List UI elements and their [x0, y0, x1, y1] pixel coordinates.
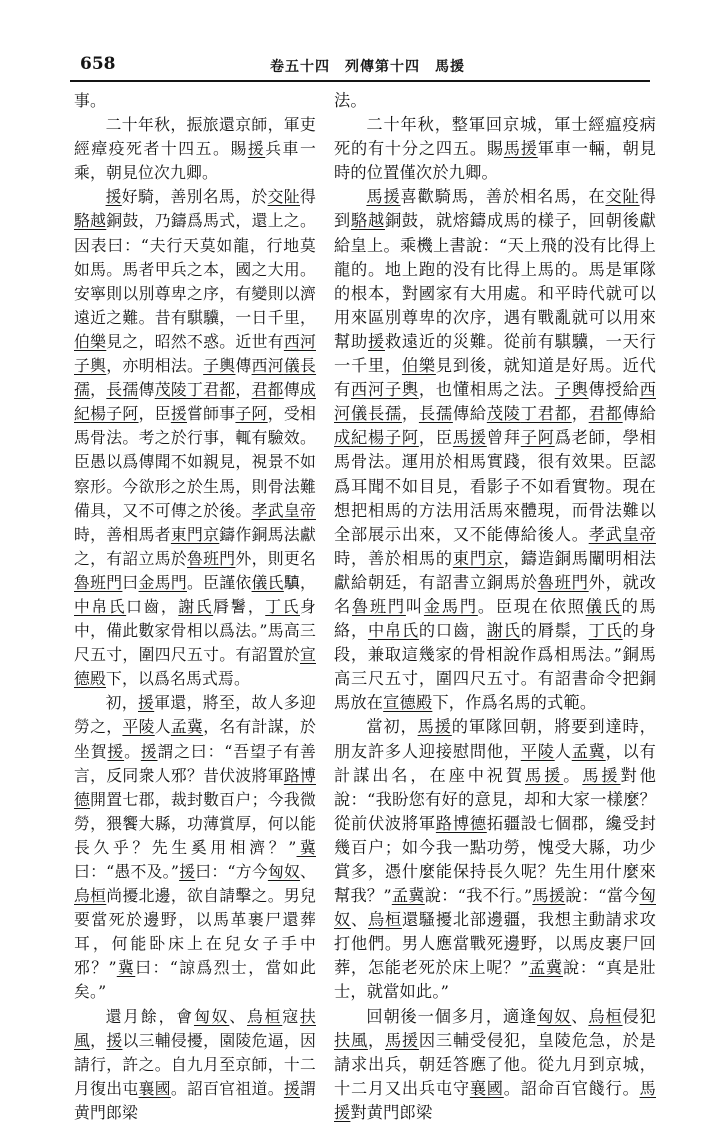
proper-name: 楊子阿 — [367, 428, 419, 448]
proper-name: 援 — [170, 404, 187, 424]
proper-name: 儀長孺 — [350, 404, 402, 424]
proper-name: 援 — [105, 187, 122, 207]
classical-paragraph: 還月餘，會匈奴、烏桓寇扶風，援以三輔侵擾，園陵危逼，因請行，許之。自九月至京師，十二月復出屯襄國。詔百官祖道。援謂黄門郎梁 — [74, 1006, 317, 1122]
proper-name: 伯樂 — [74, 331, 107, 351]
modern-translation-column — [334, 89, 657, 1122]
proper-name: 子輿 — [74, 356, 107, 376]
proper-name: 長孺 — [106, 380, 139, 400]
classical-paragraph: 援好騎，善別名馬，於交阯得駱越銅鼓，乃鑄爲馬式，還上之。因表曰：“夫行天莫如龍，行地莫如馬。馬者甲兵之本，國之大用。安寧則以別尊卑之序，有變則以濟遠近之難。昔有騏驥，一日千里，伯樂見之，昭然不惑。近世有西河子輿，亦明相法。子輿傳西河儀長孺，長孺傳茂陵丁君都，君都傳成紀楊子阿，臣援嘗師事子阿，受相馬骨法。考之於行事，輒有驗效。臣愚以爲傳聞不如親見，視景不如察形。今欲形之於生馬，則骨法難備具，又不可傳之於後。孝武皇帝時，善相馬者東門京鑄作銅馬法獻之，有詔立馬於魯班門外，則更名魯班門曰金馬門。臣謹依儀氏𩥄，中帛氏口齒，謝氏脣鬐，丁氏身中，備此數家骨相以爲法。”馬高三尺五寸，圍四尺五寸。有詔置於宣德殿下，以爲名馬式焉。 — [74, 187, 317, 689]
proper-name: 援 — [283, 1078, 301, 1098]
proper-name: 援 — [367, 331, 385, 351]
proper-name: 路博德 — [74, 765, 316, 809]
proper-name: 扶風 — [74, 1006, 316, 1050]
proper-name: 交阯 — [267, 187, 300, 207]
proper-name: 馬援 — [452, 428, 487, 448]
proper-name: 宣德殿 — [74, 645, 316, 689]
proper-name: 烏桓 — [367, 910, 402, 930]
proper-name: 子阿 — [520, 428, 555, 448]
proper-name: 馬援 — [334, 1078, 657, 1122]
proper-name: 長孺 — [418, 404, 453, 424]
proper-name: 馬援 — [503, 139, 538, 159]
proper-name: 儀長孺 — [74, 356, 317, 400]
translation-paragraph: 二十年秋，整軍回京城，軍士經瘟疫病死的有十分之四五。賜馬援軍車一輛，朝見時的位置僅次於九卿。 — [334, 115, 657, 183]
proper-name: 伯樂 — [401, 356, 436, 376]
proper-name: 西河 — [350, 380, 385, 400]
translation-paragraph: 法。 — [334, 91, 367, 110]
proper-name: 丁氏 — [588, 621, 623, 641]
classical-text-column — [74, 89, 317, 1122]
proper-name: 援 — [140, 741, 158, 761]
proper-name: 援 — [106, 1030, 123, 1050]
proper-name: 中帛氏 — [74, 596, 127, 616]
proper-name: 平陵 — [520, 741, 555, 761]
proper-name: 君都 — [251, 380, 284, 400]
proper-name: 扶風 — [334, 1030, 368, 1050]
classical-paragraph: 二十年秋，振旅還京師，軍吏經瘴疫死者十四五。賜援兵車一乘，朝見位次九卿。 — [74, 115, 316, 183]
proper-name: 儀氏 — [585, 596, 622, 616]
proper-name: 丁君都 — [520, 404, 572, 424]
proper-name: 匈奴 — [267, 862, 301, 881]
proper-name: 匈奴 — [334, 886, 656, 930]
proper-name: 冀 — [296, 837, 316, 857]
translation-paragraph: 回朝後一個多月，適逢匈奴、烏桓侵犯扶風，馬援因三輔受侵犯，皇陵危急，於是請求出兵，朝廷答應了他。從九月到京城，十二月又出兵屯守襄國。詔命百官餞行。馬援對黄門郎梁 — [334, 1006, 657, 1122]
proper-name: 西河 — [251, 356, 284, 376]
proper-name: 冀 — [116, 958, 136, 978]
proper-name: 丁氏 — [265, 596, 300, 616]
proper-name: 子輿 — [384, 380, 419, 400]
proper-name: 魯班門 — [537, 572, 589, 592]
proper-name: 西河 — [334, 380, 656, 424]
proper-name: 援 — [247, 139, 266, 159]
proper-name: 匈奴 — [193, 1006, 230, 1026]
proper-name: 東門京 — [170, 524, 220, 544]
proper-name: 馬援 — [532, 886, 566, 906]
proper-name: 魯班門 — [187, 548, 236, 568]
proper-name: 孝武皇帝 — [588, 524, 656, 544]
proper-name: 援 — [138, 693, 155, 713]
proper-name: 儀氏 — [251, 572, 284, 592]
proper-name: 西河 — [283, 331, 316, 351]
proper-name: 茂陵 — [154, 380, 187, 400]
proper-name: 君都 — [588, 404, 623, 424]
proper-name: 馬援 — [366, 187, 401, 207]
classical-paragraph: 事。 — [74, 91, 106, 110]
proper-name: 援 — [179, 862, 196, 881]
proper-name: 援 — [107, 741, 125, 761]
page-number: 658 — [80, 54, 116, 74]
proper-name: 路博德 — [435, 813, 487, 833]
proper-name: 孟冀 — [528, 958, 563, 978]
proper-name: 丁君都 — [186, 380, 236, 400]
proper-name: 魯班門 — [74, 572, 123, 592]
proper-name: 匈奴 — [537, 1006, 572, 1026]
proper-name: 交阯 — [605, 187, 640, 207]
proper-name: 襄國 — [138, 1078, 171, 1098]
running-header: 卷五十四 列傳第十四 馬援 — [270, 59, 465, 75]
proper-name: 孟冀 — [391, 886, 425, 906]
translation-paragraph: 當初，馬援的軍隊回朝，將要到達時，朋友許多人迎接慰問他，平陵人孟冀，以有計謀出名，在座中祝賀馬援。馬援對他說：“我盼您有好的意見，却和大家一樣麼？從前伏波將軍路博德拓疆設七個郡，纔受封幾百户；如今我一點功勞，愧受大縣，功少賞多，憑什麼能保持長久呢？先生用什麼來幫我？”孟冀說：“我不行。”馬援說：“當今匈奴、烏桓還騷擾北部邊疆，我想主動請求攻打他們。男人應當戰死邊野，以馬皮裹尸回葬，怎能老死於床上呢？”孟冀說：“真是壯士，就當如此。” — [334, 717, 657, 1002]
proper-name: 平陵 — [122, 717, 155, 737]
proper-name: 烏桓 — [246, 1006, 283, 1026]
proper-name: 駱越 — [74, 211, 107, 231]
proper-name: 馬援 — [582, 765, 621, 785]
proper-name: 東門京 — [452, 548, 504, 568]
proper-name: 宣德殿 — [383, 693, 433, 713]
header-rule — [70, 80, 650, 82]
proper-name: 孝武皇帝 — [251, 500, 316, 520]
translation-paragraph: 馬援喜歡騎馬，善於相名馬，在交阯得到駱越銅鼓，就熔鑄成馬的樣子，回朝後獻給皇上。乘機上書說：“天上飛的没有比得上龍的。地上跑的没有比得上馬的。馬是軍隊的根本，對國家有大用處。和平時代就可以用來區別尊卑的次序，遇有戰亂就可以用來幫助援救遠近的災難。從前有騏驥，一天行一千里，伯樂見到後，就知道是好馬。近代有西河子輿，也懂相馬之法。子輿傳授給西河儀長孺，長孺傳給茂陵丁君都，君都傳給成紀楊子阿，臣馬援曾拜子阿爲老師，學相馬骨法。運用於相馬實踐，很有效果。臣認爲耳聞不如目見，看影子不如看實物。現在想把相馬的方法用活馬來體現，而骨法難以全部展示出來，又不能傳給後人。孝武皇帝時，善於相馬的東門京，鑄造銅馬闡明相法獻給朝廷，有詔書立銅馬於魯班門外，就改名魯班門叫金馬門。臣現在依照儀氏的馬絡，中帛氏的口齒，謝氏的脣鬃，丁氏的身段，兼取這幾家的骨相說作爲相馬法。”銅馬高三尺五寸，圍四尺五寸。有詔書命令把銅馬放在宣德殿下，作爲名馬的式範。 — [334, 187, 657, 713]
proper-name: 金馬門 — [138, 572, 187, 592]
proper-name: 茂陵 — [486, 404, 521, 424]
proper-name: 孟冀 — [170, 717, 204, 737]
proper-name: 馬援 — [417, 717, 452, 737]
proper-name: 金馬門 — [423, 596, 478, 616]
proper-name: 子阿 — [235, 404, 268, 424]
proper-name: 烏桓 — [588, 1006, 623, 1026]
proper-name: 謝氏 — [486, 621, 521, 641]
proper-name: 馬援 — [384, 1030, 419, 1050]
proper-name: 魯班門 — [351, 596, 406, 616]
proper-name: 襄國 — [469, 1078, 504, 1098]
proper-name: 孟冀 — [571, 741, 606, 761]
proper-name: 烏桓 — [74, 886, 107, 906]
classical-paragraph: 初，援軍還，將至，故人多迎勞之，平陵人孟冀，名有計謀，於坐賀援。援謂之曰：“吾望子有善言，反同衆人邪？昔伏波將軍路博德開置七郡，裁封數百户；今我微勞，猥饗大縣，功薄賞厚，何以能長久乎？先生奚用相濟？”冀曰：“愚不及。”援曰：“方今匈奴、烏桓尚擾北邊，欲自請擊之。男兒要當死於邊野，以馬革裹尸還葬耳，何能卧床上在兒女子手中邪？”冀曰：“諒爲烈士，當如此矣。” — [74, 693, 317, 1002]
proper-name: 馬援 — [525, 765, 564, 785]
proper-name: 楊子阿 — [90, 404, 139, 424]
proper-name: 成紀 — [74, 380, 316, 424]
proper-name: 謝氏 — [178, 596, 214, 616]
proper-name: 駱越 — [350, 211, 385, 231]
proper-name: 子輿 — [554, 380, 589, 400]
proper-name: 中帛氏 — [367, 621, 419, 641]
proper-name: 成紀 — [334, 428, 368, 448]
proper-name: 子輿 — [203, 356, 236, 376]
